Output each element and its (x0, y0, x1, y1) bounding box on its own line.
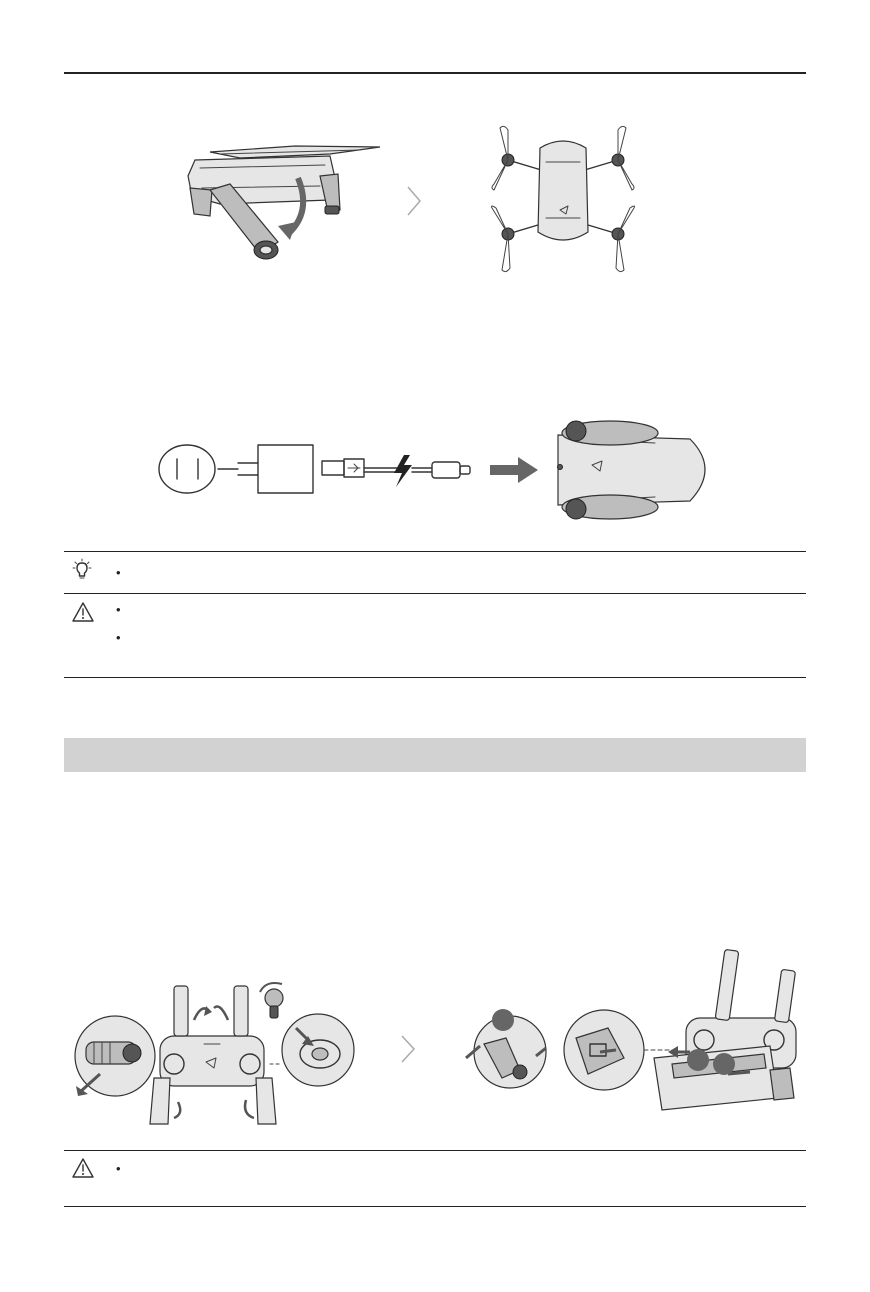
top-rule (64, 72, 806, 74)
remote-phone-mount-illustration (458, 948, 808, 1120)
tip-note-top-rule (64, 551, 806, 552)
step-marker-3 (713, 1053, 735, 1075)
section-heading-bar (64, 738, 806, 772)
warning-icon (71, 1157, 95, 1179)
warning-icon (71, 601, 95, 623)
warning-1-bullet-2: • (116, 630, 121, 645)
chevron-right-icon (406, 185, 422, 217)
warning-note-1-top-rule (64, 593, 806, 594)
lightbulb-icon (70, 558, 94, 582)
charging-illustration (150, 415, 730, 525)
tip-bullet-1: • (116, 565, 121, 580)
chevron-right-icon (400, 1034, 416, 1064)
remote-unfold-illustration (70, 978, 370, 1128)
folded-drone-illustration (180, 138, 390, 268)
unfolded-drone-illustration (488, 122, 638, 277)
warning-note-2-top-rule (64, 1150, 806, 1151)
warning-note-2-bottom-rule (64, 1206, 806, 1207)
step-marker-2 (687, 1049, 709, 1071)
step-marker-1 (492, 1009, 514, 1031)
warning-note-1-bottom-rule (64, 677, 806, 678)
warning-1-bullet-1: • (116, 602, 121, 617)
warning-2-bullet-1: • (116, 1161, 121, 1176)
